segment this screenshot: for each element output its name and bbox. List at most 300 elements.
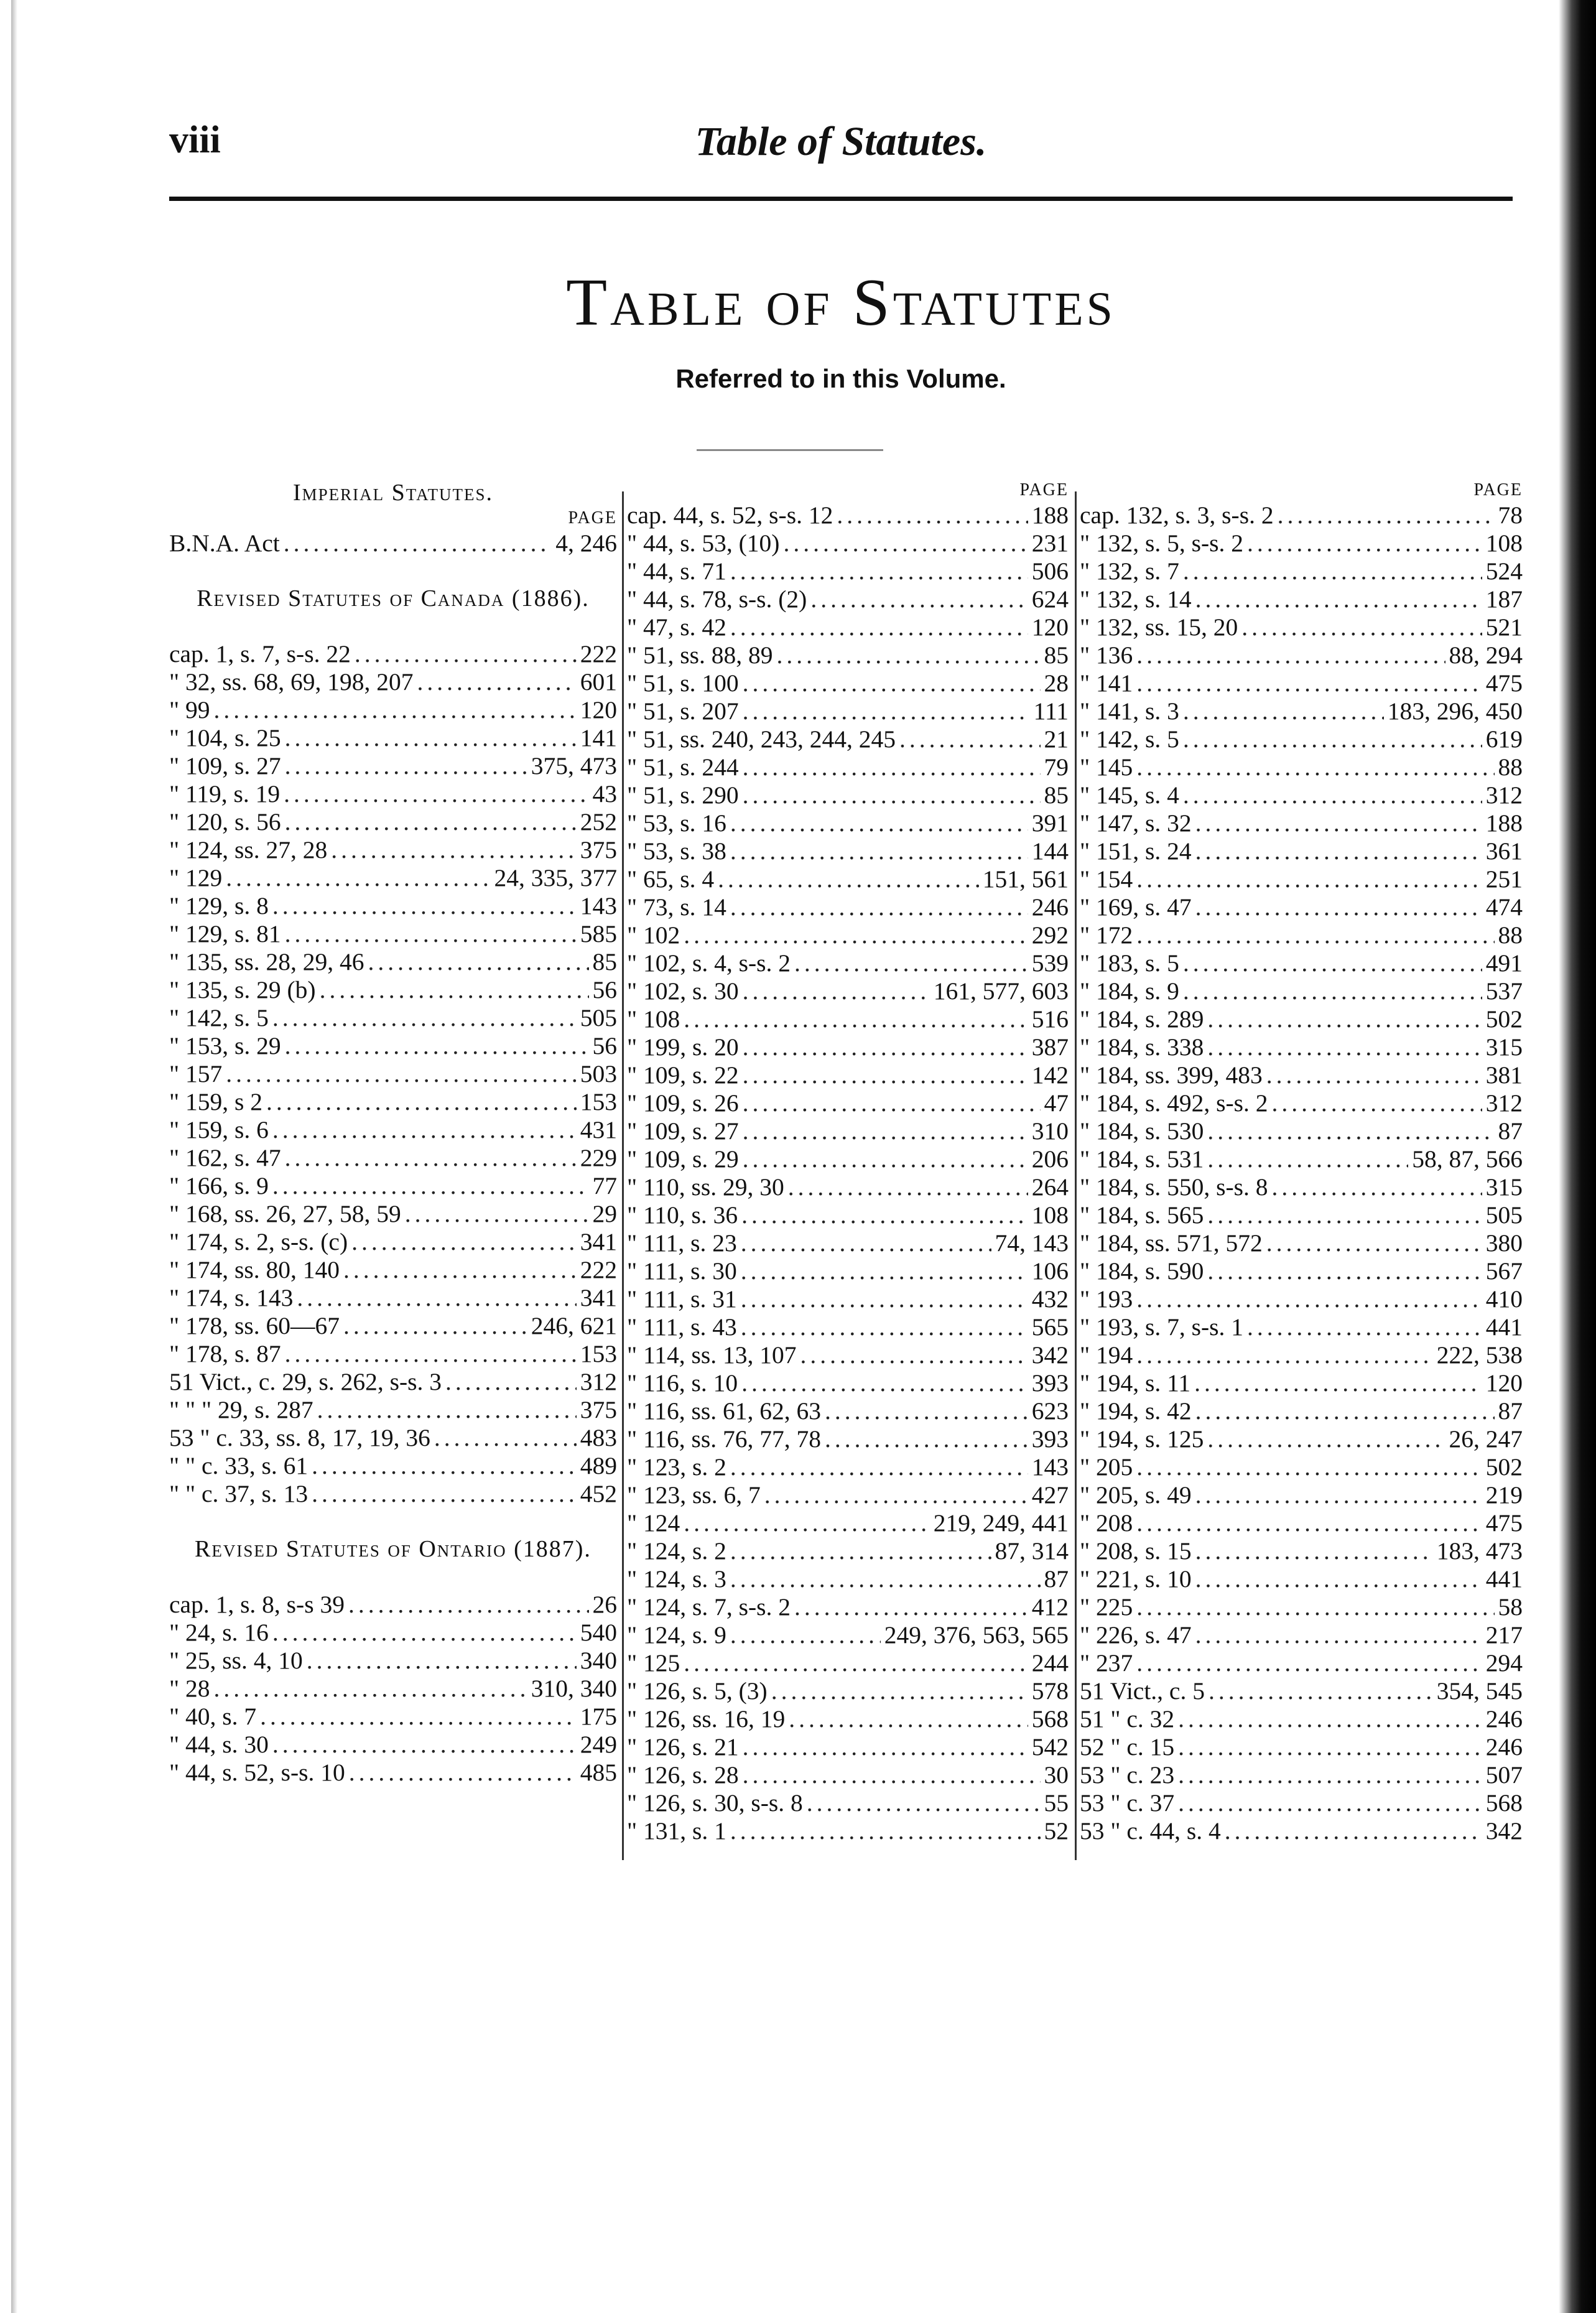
page-references: 206 bbox=[1031, 1145, 1069, 1173]
statute-citation: " 221, s. 10 bbox=[1080, 1565, 1192, 1593]
dot-leader bbox=[730, 837, 1028, 865]
statute-citation: " 116, ss. 61, 62, 63 bbox=[627, 1397, 822, 1425]
page-references: 502 bbox=[1485, 1453, 1523, 1481]
title-ornament-rule bbox=[697, 449, 883, 451]
page-references: 264 bbox=[1031, 1173, 1069, 1201]
dot-leader bbox=[743, 1117, 1028, 1145]
dot-leader bbox=[743, 753, 1041, 781]
dot-leader bbox=[1178, 1705, 1482, 1733]
statute-entry bbox=[169, 1144, 617, 1172]
dot-leader bbox=[730, 1621, 881, 1649]
statute-entry bbox=[627, 1677, 1069, 1705]
statute-citation: " 154 bbox=[1080, 865, 1133, 893]
dot-leader bbox=[1136, 1649, 1482, 1677]
dot-leader bbox=[1247, 529, 1482, 557]
statute-citation: " 109, s. 29 bbox=[627, 1145, 739, 1173]
statute-entry bbox=[1080, 529, 1523, 557]
page-references: 56 bbox=[592, 1032, 617, 1059]
dot-leader bbox=[1183, 781, 1482, 809]
page-references: 142 bbox=[1031, 1061, 1069, 1089]
statute-entry bbox=[169, 1088, 617, 1116]
statute-citation: cap. 1, s. 7, s-s. 22 bbox=[169, 640, 351, 668]
page-references: 432 bbox=[1031, 1285, 1069, 1313]
statute-citation: " 184, ss. 399, 483 bbox=[1080, 1061, 1263, 1089]
statute-citation: B.N.A. Act bbox=[169, 529, 280, 557]
statute-entry bbox=[627, 1201, 1069, 1229]
dot-leader bbox=[741, 1257, 1028, 1285]
statute-citation: " 99 bbox=[169, 696, 210, 724]
page-column-label: PAGE bbox=[568, 508, 617, 528]
statute-entry bbox=[627, 1425, 1069, 1453]
dot-leader bbox=[1136, 1453, 1482, 1481]
page-references: 183, 473 bbox=[1436, 1537, 1523, 1565]
statute-citation: " 44, s. 78, s-s. (2) bbox=[627, 585, 807, 613]
page-references: 312 bbox=[580, 1368, 617, 1395]
statute-entry bbox=[1080, 977, 1523, 1005]
statute-citation: " 194, s. 11 bbox=[1080, 1369, 1191, 1397]
statute-citation: " 208, s. 15 bbox=[1080, 1537, 1192, 1565]
page-references: 489 bbox=[580, 1452, 617, 1479]
statute-entry bbox=[169, 1032, 617, 1060]
statute-citation: " 123, ss. 6, 7 bbox=[627, 1481, 761, 1509]
dot-leader bbox=[684, 1649, 1028, 1677]
statute-citation: " " " 29, s. 287 bbox=[169, 1396, 313, 1423]
page-references: 87 bbox=[1498, 1117, 1523, 1145]
statute-entry bbox=[1080, 837, 1523, 865]
statute-entry bbox=[169, 1312, 617, 1340]
page-references: 88 bbox=[1498, 753, 1523, 781]
statute-citation: " 124, s. 3 bbox=[627, 1565, 726, 1593]
statute-citation: 53 " c. 33, ss. 8, 17, 19, 36 bbox=[169, 1424, 430, 1451]
statute-entry bbox=[169, 1396, 617, 1424]
statute-entry bbox=[627, 865, 1069, 893]
dot-leader bbox=[807, 1789, 1041, 1817]
statute-entry bbox=[627, 1117, 1069, 1145]
statute-entry bbox=[1080, 1677, 1523, 1705]
column-3 bbox=[1080, 479, 1523, 1885]
page-references: 222, 538 bbox=[1436, 1341, 1523, 1369]
page-references: 106 bbox=[1031, 1257, 1069, 1285]
dot-leader bbox=[1207, 1033, 1482, 1061]
page-references: 120 bbox=[1031, 613, 1069, 641]
statute-entry bbox=[1080, 697, 1523, 725]
statute-citation: cap. 44, s. 52, s-s. 12 bbox=[627, 501, 833, 529]
statute-citation: " 141, s. 3 bbox=[1080, 697, 1179, 725]
statute-citation: " 194 bbox=[1080, 1341, 1133, 1369]
page-references: 505 bbox=[1485, 1201, 1523, 1229]
statute-citation: " 119, s. 19 bbox=[169, 780, 281, 807]
dot-leader bbox=[226, 864, 490, 892]
statute-citation: " " c. 37, s. 13 bbox=[169, 1480, 309, 1507]
statute-entry bbox=[1080, 1481, 1523, 1509]
statute-citation: " 194, s. 42 bbox=[1080, 1397, 1192, 1425]
page-references: 29 bbox=[592, 1200, 617, 1227]
statute-citation: " 145, s. 4 bbox=[1080, 781, 1179, 809]
dot-leader bbox=[730, 1537, 991, 1565]
dot-leader bbox=[1195, 893, 1482, 921]
statute-citation: " 132, s. 14 bbox=[1080, 585, 1192, 613]
statute-entry bbox=[627, 837, 1069, 865]
statute-citation: " 51, s. 244 bbox=[627, 753, 739, 781]
statute-citation: " 131, s. 1 bbox=[627, 1817, 726, 1845]
page-references: 506 bbox=[1031, 557, 1069, 585]
page-references: 601 bbox=[580, 668, 617, 696]
statute-entry bbox=[627, 753, 1069, 781]
statute-entry bbox=[627, 977, 1069, 1005]
statute-entry bbox=[1080, 1341, 1523, 1369]
statute-citation: " 44, s. 53, (10) bbox=[627, 529, 780, 557]
dot-leader bbox=[743, 781, 1041, 809]
page-references: 315 bbox=[1485, 1173, 1523, 1201]
statute-citation: " 102, s. 30 bbox=[627, 977, 739, 1005]
page-references: 312 bbox=[1485, 1089, 1523, 1117]
dot-leader bbox=[285, 1032, 589, 1060]
statute-entry bbox=[627, 1285, 1069, 1313]
statute-citation: " 193, s. 7, s-s. 1 bbox=[1080, 1313, 1244, 1341]
dot-leader bbox=[307, 1647, 577, 1675]
statute-citation: " 199, s. 20 bbox=[627, 1033, 739, 1061]
dot-leader bbox=[1136, 669, 1482, 697]
page-column-label: PAGE bbox=[1019, 480, 1069, 500]
statute-entry bbox=[169, 1675, 617, 1703]
dot-leader bbox=[684, 1005, 1028, 1033]
page-references: 341 bbox=[580, 1284, 617, 1311]
page-references: 120 bbox=[580, 696, 617, 724]
statute-citation: " 40, s. 7 bbox=[169, 1703, 257, 1730]
column-1 bbox=[169, 479, 617, 1885]
page-references: 229 bbox=[580, 1144, 617, 1171]
dot-leader bbox=[1183, 557, 1482, 585]
page-references: 503 bbox=[580, 1060, 617, 1087]
column-rule-1 bbox=[622, 491, 624, 1860]
statute-entry bbox=[1080, 893, 1523, 921]
dot-leader bbox=[285, 920, 577, 948]
page-references: 87 bbox=[1044, 1565, 1069, 1593]
page-references: 85 bbox=[592, 948, 617, 975]
statute-citation: " 132, ss. 15, 20 bbox=[1080, 613, 1238, 641]
page-references: 246 bbox=[1031, 893, 1069, 921]
statute-entry bbox=[169, 892, 617, 920]
statute-citation: " 51, ss. 240, 243, 244, 245 bbox=[627, 725, 896, 753]
page-references: 542 bbox=[1031, 1733, 1069, 1761]
dot-leader bbox=[343, 1256, 577, 1284]
statute-citation: " 109, s. 27 bbox=[169, 752, 281, 780]
dot-leader bbox=[783, 529, 1028, 557]
dot-leader bbox=[743, 977, 930, 1005]
statute-citation: " 111, s. 30 bbox=[627, 1257, 737, 1285]
page-references: 144 bbox=[1031, 837, 1069, 865]
statute-citation: " 24, s. 16 bbox=[169, 1619, 269, 1646]
running-head bbox=[169, 112, 1513, 180]
page-references: 87 bbox=[1498, 1397, 1523, 1425]
page-references: 441 bbox=[1485, 1565, 1523, 1593]
statute-citation: " 169, s. 47 bbox=[1080, 893, 1192, 921]
statute-citation: 52 " c. 15 bbox=[1080, 1733, 1175, 1761]
page-references: 143 bbox=[580, 892, 617, 919]
dot-leader bbox=[741, 1285, 1028, 1313]
statute-entry bbox=[1080, 1453, 1523, 1481]
statute-entry bbox=[169, 976, 617, 1004]
dot-leader bbox=[741, 1229, 991, 1257]
statute-entry bbox=[1080, 1173, 1523, 1201]
dot-leader bbox=[1272, 1089, 1482, 1117]
statute-citation: " 183, s. 5 bbox=[1080, 949, 1179, 977]
statute-entry bbox=[1080, 1089, 1523, 1117]
statute-citation: " 108 bbox=[627, 1005, 680, 1033]
statute-entry bbox=[1080, 1789, 1523, 1817]
statute-citation: " 135, ss. 28, 29, 46 bbox=[169, 948, 364, 975]
statute-citation: " 168, ss. 26, 27, 58, 59 bbox=[169, 1200, 401, 1227]
statute-citation: " 110, s. 36 bbox=[627, 1201, 738, 1229]
page-references: 578 bbox=[1031, 1677, 1069, 1705]
dot-leader bbox=[1272, 1173, 1482, 1201]
page-references: 505 bbox=[580, 1004, 617, 1031]
page-references: 153 bbox=[580, 1340, 617, 1367]
page-references: 391 bbox=[1031, 809, 1069, 837]
dot-leader bbox=[794, 1593, 1028, 1621]
statute-entry bbox=[169, 1731, 617, 1759]
dot-leader bbox=[777, 641, 1041, 669]
statute-entry bbox=[1080, 921, 1523, 949]
dot-leader bbox=[1136, 1593, 1494, 1621]
statute-citation: " 184, s. 530 bbox=[1080, 1117, 1204, 1145]
page-references: 58, 87, 566 bbox=[1412, 1145, 1523, 1173]
page-references: 24, 335, 377 bbox=[494, 864, 617, 891]
dot-leader bbox=[348, 1591, 589, 1619]
dot-leader bbox=[771, 1677, 1028, 1705]
dot-leader bbox=[743, 1761, 1041, 1789]
statute-entry bbox=[1080, 781, 1523, 809]
statute-citation: " 174, s. 2, s-s. (c) bbox=[169, 1228, 348, 1255]
dot-leader bbox=[285, 724, 577, 752]
statute-entry bbox=[169, 1340, 617, 1368]
dot-leader bbox=[1136, 753, 1494, 781]
statute-entry bbox=[627, 697, 1069, 725]
dot-leader bbox=[743, 1061, 1028, 1089]
statute-entry bbox=[627, 1033, 1069, 1061]
dot-leader bbox=[730, 613, 1028, 641]
statute-citation: " 65, s. 4 bbox=[627, 865, 715, 893]
page-references: 85 bbox=[1044, 641, 1069, 669]
page-references: 246 bbox=[1485, 1705, 1523, 1733]
statute-citation: " 111, s. 43 bbox=[627, 1313, 737, 1341]
page-references: 56 bbox=[592, 976, 617, 1003]
statute-entry bbox=[1080, 613, 1523, 641]
page-references: 342 bbox=[1485, 1817, 1523, 1845]
statute-entry bbox=[169, 696, 617, 724]
dot-leader bbox=[226, 1060, 577, 1088]
statute-citation: cap. 1, s. 8, s-s 39 bbox=[169, 1591, 345, 1618]
statute-citation: 53 " c. 37 bbox=[1080, 1789, 1175, 1817]
page-references: 217 bbox=[1485, 1621, 1523, 1649]
statute-entry bbox=[1080, 1425, 1523, 1453]
statute-citation: " 184, s. 9 bbox=[1080, 977, 1179, 1005]
page-references: 342 bbox=[1031, 1341, 1069, 1369]
statute-entry bbox=[627, 1005, 1069, 1033]
page-references: 502 bbox=[1485, 1005, 1523, 1033]
statute-citation: " 32, ss. 68, 69, 198, 207 bbox=[169, 668, 414, 696]
statute-entry bbox=[627, 1481, 1069, 1509]
dot-leader bbox=[284, 529, 552, 557]
dot-leader bbox=[730, 557, 1028, 585]
dot-leader bbox=[266, 1088, 577, 1116]
statute-citation: " 53, s. 16 bbox=[627, 809, 726, 837]
page-references: 474 bbox=[1485, 893, 1523, 921]
statute-citation: " 111, s. 23 bbox=[627, 1229, 737, 1257]
dot-leader bbox=[718, 865, 979, 893]
column-rule-2 bbox=[1075, 491, 1077, 1860]
page-references: 427 bbox=[1031, 1481, 1069, 1509]
statute-citation: " 159, s 2 bbox=[169, 1088, 262, 1115]
page-references: 251 bbox=[1485, 865, 1523, 893]
dot-leader bbox=[743, 669, 1041, 697]
statute-citation: 53 " c. 23 bbox=[1080, 1761, 1175, 1789]
statute-entry bbox=[169, 1368, 617, 1396]
page-references: 624 bbox=[1031, 585, 1069, 613]
statute-citation: " 44, s. 71 bbox=[627, 557, 726, 585]
statute-entry bbox=[1080, 585, 1523, 613]
statute-entry bbox=[1080, 1565, 1523, 1593]
dot-leader bbox=[1266, 1229, 1482, 1257]
statute-citation: " " c. 33, s. 61 bbox=[169, 1452, 309, 1479]
dot-leader bbox=[1247, 1313, 1482, 1341]
page-references: 26 bbox=[592, 1591, 617, 1618]
statute-entry bbox=[627, 1173, 1069, 1201]
statute-citation: " 184, ss. 571, 572 bbox=[1080, 1229, 1263, 1257]
statute-citation: " 135, s. 29 (b) bbox=[169, 976, 316, 1003]
page-references: 88, 294 bbox=[1449, 641, 1523, 669]
statute-entry bbox=[1080, 669, 1523, 697]
statute-entry bbox=[169, 1172, 617, 1200]
statute-citation: " 110, ss. 29, 30 bbox=[627, 1173, 784, 1201]
imperial-entries bbox=[169, 529, 617, 557]
page-references: 381 bbox=[1485, 1061, 1523, 1089]
page-references: 175 bbox=[580, 1703, 617, 1730]
page-references: 183, 296, 450 bbox=[1387, 697, 1523, 725]
dot-leader bbox=[1195, 1565, 1482, 1593]
dot-leader bbox=[1178, 1789, 1482, 1817]
dot-leader bbox=[1183, 949, 1482, 977]
statute-entry bbox=[169, 1116, 617, 1144]
page-references: 21 bbox=[1044, 725, 1069, 753]
column-2-entries bbox=[627, 501, 1069, 1845]
statute-entry bbox=[1080, 1369, 1523, 1397]
statute-entry bbox=[627, 1537, 1069, 1565]
statute-citation: " 226, s. 47 bbox=[1080, 1621, 1192, 1649]
statute-entry bbox=[1080, 1817, 1523, 1845]
dot-leader bbox=[1207, 1425, 1445, 1453]
statute-citation: " 174, ss. 80, 140 bbox=[169, 1256, 340, 1283]
statute-entry bbox=[627, 1733, 1069, 1761]
page-references: 354, 545 bbox=[1436, 1677, 1523, 1705]
page-references: 219 bbox=[1485, 1481, 1523, 1509]
statute-entry bbox=[627, 809, 1069, 837]
statute-citation: " 194, s. 125 bbox=[1080, 1425, 1204, 1453]
dot-leader bbox=[272, 1731, 577, 1759]
statute-entry bbox=[1080, 949, 1523, 977]
dot-leader bbox=[272, 1172, 589, 1200]
dot-leader bbox=[730, 809, 1028, 837]
statute-citation: " 25, ss. 4, 10 bbox=[169, 1647, 303, 1674]
statute-entry bbox=[169, 1256, 617, 1284]
dot-leader bbox=[899, 725, 1041, 753]
statute-citation: " 166, s. 9 bbox=[169, 1172, 269, 1199]
page-references: 341 bbox=[580, 1228, 617, 1255]
page-references: 188 bbox=[1031, 501, 1069, 529]
page-references: 568 bbox=[1031, 1705, 1069, 1733]
dot-leader bbox=[743, 1089, 1041, 1117]
statute-citation: " 159, s. 6 bbox=[169, 1116, 269, 1143]
statute-entry bbox=[627, 641, 1069, 669]
page-references: 410 bbox=[1485, 1285, 1523, 1313]
statute-entry bbox=[169, 864, 617, 892]
statute-entry bbox=[1080, 1537, 1523, 1565]
page-references: 310 bbox=[1031, 1117, 1069, 1145]
dot-leader bbox=[1136, 641, 1445, 669]
page-references: 161, 577, 603 bbox=[933, 977, 1069, 1005]
page-references: 222 bbox=[580, 1256, 617, 1283]
statute-citation: " 109, s. 27 bbox=[627, 1117, 739, 1145]
statute-entry bbox=[169, 1200, 617, 1228]
page-references: 120 bbox=[1485, 1369, 1523, 1397]
page-title: Table of Statutes bbox=[566, 266, 1116, 340]
statute-citation: " 126, s. 21 bbox=[627, 1733, 739, 1761]
page-references: 58 bbox=[1498, 1593, 1523, 1621]
dot-leader bbox=[434, 1424, 577, 1452]
statute-citation: " 126, ss. 16, 19 bbox=[627, 1705, 786, 1733]
dot-leader bbox=[730, 1565, 1041, 1593]
page-references: 375 bbox=[580, 1396, 617, 1423]
dot-leader bbox=[1266, 1061, 1482, 1089]
statute-entry bbox=[1080, 557, 1523, 585]
page-references: 312 bbox=[1485, 781, 1523, 809]
statute-entry bbox=[627, 921, 1069, 949]
page-references: 294 bbox=[1485, 1649, 1523, 1677]
statute-entry bbox=[1080, 1621, 1523, 1649]
dot-leader bbox=[1183, 977, 1482, 1005]
page-references: 485 bbox=[580, 1759, 617, 1786]
dot-leader bbox=[355, 640, 577, 668]
page-references: 219, 249, 441 bbox=[933, 1509, 1069, 1537]
statute-entry bbox=[627, 1565, 1069, 1593]
dot-leader bbox=[272, 892, 577, 920]
dot-leader bbox=[1195, 585, 1482, 613]
page-column-label: PAGE bbox=[1473, 480, 1523, 500]
statute-entry bbox=[627, 1593, 1069, 1621]
statute-citation: " 125 bbox=[627, 1649, 680, 1677]
page-references: 187 bbox=[1485, 585, 1523, 613]
statute-entry bbox=[169, 1452, 617, 1480]
page-references: 88 bbox=[1498, 921, 1523, 949]
dot-leader bbox=[1194, 1369, 1482, 1397]
statute-entry bbox=[169, 640, 617, 668]
dot-leader bbox=[285, 1144, 577, 1172]
dot-leader bbox=[1195, 1397, 1495, 1425]
statute-entry bbox=[169, 529, 617, 557]
page-references: 516 bbox=[1031, 1005, 1069, 1033]
dot-leader bbox=[297, 1284, 576, 1312]
dot-leader bbox=[730, 1817, 1041, 1845]
dot-leader bbox=[312, 1452, 577, 1480]
dot-leader bbox=[800, 1341, 1028, 1369]
page-references: 521 bbox=[1485, 613, 1523, 641]
dot-leader bbox=[741, 1369, 1028, 1397]
page-references: 452 bbox=[580, 1480, 617, 1507]
statute-entry bbox=[627, 1145, 1069, 1173]
statute-citation: " 184, s. 590 bbox=[1080, 1257, 1204, 1285]
statute-entry bbox=[1080, 1229, 1523, 1257]
dot-leader bbox=[1225, 1817, 1482, 1845]
